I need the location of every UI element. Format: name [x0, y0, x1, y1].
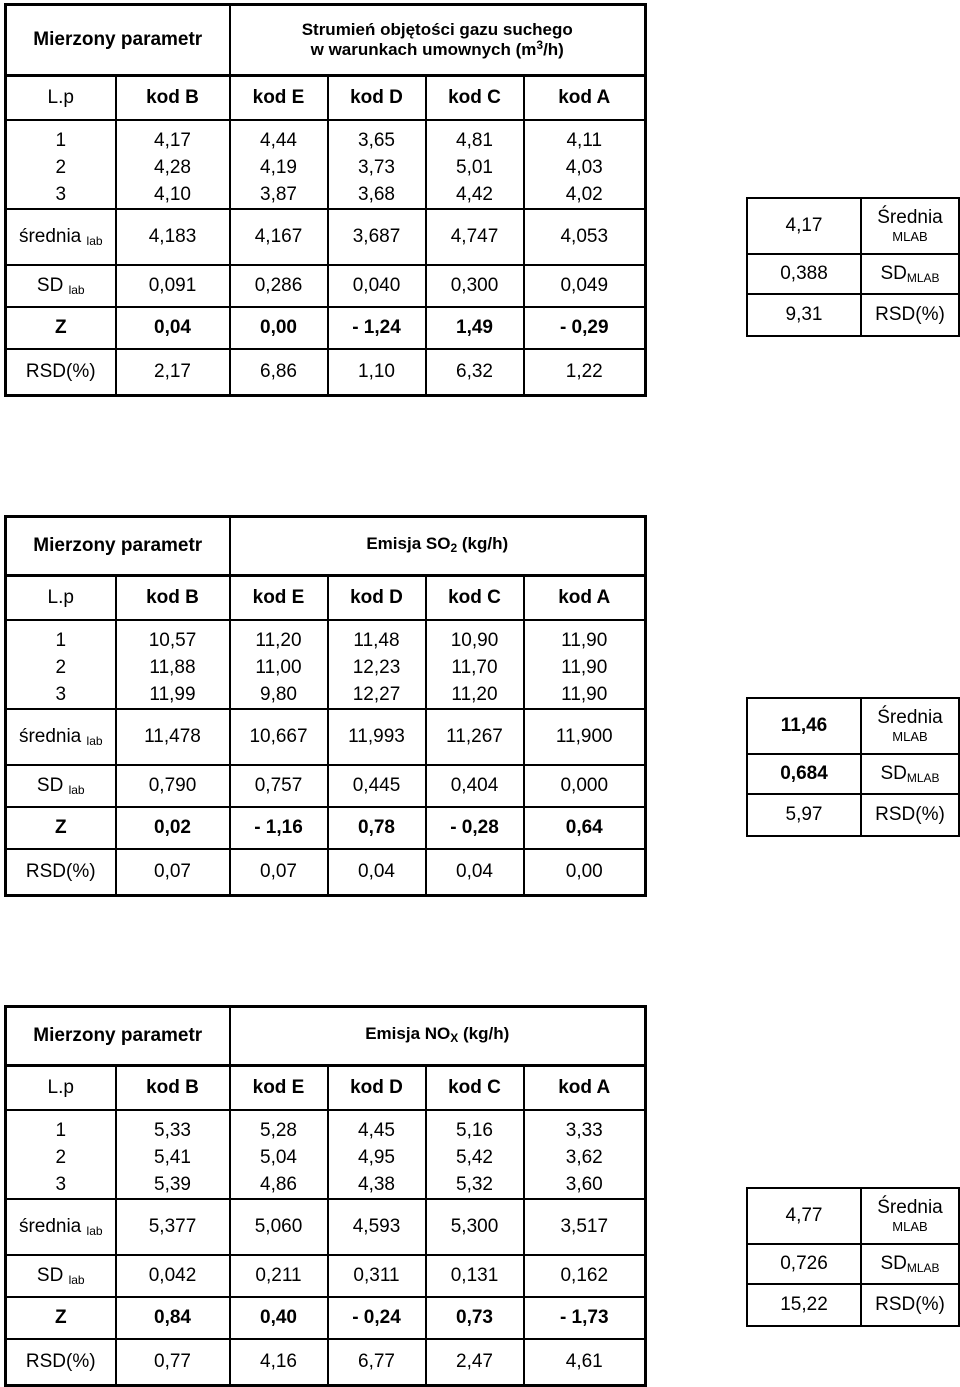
parameter-title: Emisja $NO_X$ (kg/h) [230, 1007, 646, 1066]
value-cell: 4,19 [230, 154, 328, 181]
code-header: kod A [524, 1066, 646, 1111]
table-block-gas-flow [0, 3, 960, 393]
z-cell: - 0,28 [426, 807, 524, 849]
sd-cell: 0,000 [524, 765, 646, 807]
sd-cell: 0,311 [328, 1255, 426, 1297]
summary-mean-label: Średnia MLAB [861, 698, 959, 754]
value-cell: 3,33 [565, 1119, 603, 1141]
value-cell: 4,86 [230, 1171, 328, 1199]
sd-cell: 0,211 [230, 1255, 328, 1297]
summary-table-gas-flow [746, 197, 960, 337]
value-cell: 4,81 [426, 120, 524, 154]
value-cell: 12,27 [328, 681, 426, 709]
value-cell: 3,68 [328, 181, 426, 209]
z-cell: 0,84 [116, 1297, 230, 1339]
value-cell: 3,73 [328, 154, 426, 181]
sd-cell: 0,162 [524, 1255, 646, 1297]
value-cell: 11,90 [561, 683, 608, 705]
sd-label: SD $_{lab}$ [6, 1255, 116, 1297]
rsd-cell: 0,04 [328, 849, 426, 896]
rsd-cell: 0,77 [116, 1339, 230, 1386]
z-cell: 0,02 [116, 807, 230, 849]
sd-label: SD $_{lab}$ [6, 765, 116, 807]
z-cell: - 0,29 [524, 307, 646, 349]
sd-cell: 0,300 [426, 265, 524, 307]
value-cell: 3,87 [230, 181, 328, 209]
sd-cell: 0,790 [116, 765, 230, 807]
z-cell: - 0,24 [328, 1297, 426, 1339]
mean-cell: 4,053 [524, 209, 646, 265]
lp-cell: 1 [6, 1110, 116, 1144]
rsd-label: RSD(%) [6, 1339, 116, 1386]
sd-row [6, 765, 646, 807]
rsd-cell: 0,07 [116, 849, 230, 896]
sd-row [6, 265, 646, 307]
mean-row [6, 1199, 646, 1255]
summary-rsd-label: RSD(%) [861, 794, 959, 836]
rsd-row [6, 1339, 646, 1386]
sd-cell: 0,404 [426, 765, 524, 807]
summary-sd-value: 0,726 [747, 1244, 861, 1284]
z-label: Z [6, 1297, 116, 1339]
code-header: kod D [328, 1066, 426, 1111]
code-header: kod B [116, 76, 230, 121]
mean-cell: 3,687 [328, 209, 426, 265]
z-cell: 0,04 [116, 307, 230, 349]
mean-cell: 11,993 [328, 709, 426, 765]
lp-cell: 3 [6, 681, 116, 709]
summary-sd-label: $SD_{MLAB}$ [861, 254, 959, 294]
code-header: kod C [426, 1066, 524, 1111]
value-cell: 11,48 [328, 620, 426, 654]
mean-cell: 5,300 [426, 1199, 524, 1255]
lp-header: L.p [6, 576, 116, 621]
lp-cell: 1 [6, 620, 116, 654]
value-cell: 5,32 [426, 1171, 524, 1199]
rsd-label: RSD(%) [6, 349, 116, 396]
lp-cell: 1 [6, 120, 116, 154]
table-row [6, 181, 646, 209]
summary-mean-label: Średnia MLAB [861, 1188, 959, 1244]
value-cell: 10,90 [426, 620, 524, 654]
results-table-so2 [4, 515, 647, 897]
value-cell: 4,45 [328, 1110, 426, 1144]
mean-cell: 5,060 [230, 1199, 328, 1255]
summary-mean-value: 11,46 [747, 698, 861, 754]
value-cell: 5,39 [116, 1171, 230, 1199]
sd-cell: 0,757 [230, 765, 328, 807]
z-cell: 0,64 [524, 807, 646, 849]
table-row [6, 154, 646, 181]
table-row [6, 654, 646, 681]
rsd-cell: 0,00 [565, 861, 603, 882]
sd-label: SD $_{lab}$ [6, 265, 116, 307]
value-cell: 5,28 [230, 1110, 328, 1144]
rsd-cell: 2,47 [426, 1339, 524, 1386]
code-header: kod A [524, 576, 646, 621]
table-row [6, 120, 646, 154]
z-row [6, 1297, 646, 1339]
z-label: Z [6, 807, 116, 849]
value-cell: 4,42 [426, 181, 524, 209]
rsd-cell: 4,61 [565, 1351, 603, 1372]
z-cell: 1,49 [426, 307, 524, 349]
value-cell: 4,44 [230, 120, 328, 154]
value-cell: 11,88 [116, 654, 230, 681]
table-block-nox [0, 1005, 960, 1385]
value-cell: 3,60 [565, 1173, 603, 1195]
table-row [6, 1171, 646, 1199]
results-table-nox [4, 1005, 647, 1387]
mean-cell: 4,167 [230, 209, 328, 265]
code-header: kod B [116, 1066, 230, 1111]
code-header: kod E [230, 1066, 328, 1111]
value-cell: 4,02 [565, 183, 603, 205]
mean-cell: 4,593 [328, 1199, 426, 1255]
z-cell: 0,00 [230, 307, 328, 349]
rsd-cell: 0,04 [426, 849, 524, 896]
value-cell: 11,00 [230, 654, 328, 681]
lp-header: L.p [6, 76, 116, 121]
rsd-row [6, 849, 646, 896]
summary-rsd-value: 15,22 [747, 1284, 861, 1326]
value-cell: 12,23 [328, 654, 426, 681]
value-cell: 11,20 [230, 620, 328, 654]
value-cell: 11,90 [561, 656, 608, 678]
value-cell: 4,17 [116, 120, 230, 154]
value-cell: 3,65 [328, 120, 426, 154]
mean-cell: 11,900 [524, 709, 646, 765]
summary-sd-value: 0,388 [747, 254, 861, 294]
value-cell: 10,57 [116, 620, 230, 654]
rsd-cell: 6,86 [230, 349, 328, 396]
lp-cell: 2 [6, 654, 116, 681]
value-cell: 11,70 [426, 654, 524, 681]
code-header: kod E [230, 576, 328, 621]
mean-label: średnia $_{lab}$ [6, 709, 116, 765]
table-row [6, 620, 646, 654]
value-cell: 4,03 [565, 156, 603, 178]
sd-cell: 0,049 [524, 265, 646, 307]
table-block-so2 [0, 515, 960, 887]
code-header: kod A [524, 76, 646, 121]
rsd-row [6, 349, 646, 396]
rsd-cell: 6,77 [328, 1339, 426, 1386]
rsd-label: RSD(%) [6, 849, 116, 896]
parameter-title: Emisja $SO_2$ (kg/h) [230, 517, 646, 576]
z-row [6, 807, 646, 849]
table-row [6, 1144, 646, 1171]
value-cell: 11,99 [116, 681, 230, 709]
value-cell: 5,04 [230, 1144, 328, 1171]
lp-cell: 2 [6, 154, 116, 181]
summary-table-nox [746, 1187, 960, 1327]
summary-sd-value: 0,684 [747, 754, 861, 794]
param-header: Mierzony parametr [6, 5, 230, 76]
sd-cell: 0,091 [116, 265, 230, 307]
value-cell: 4,38 [328, 1171, 426, 1199]
summary-rsd-value: 5,97 [747, 794, 861, 836]
parameter-title: Strumień objętości gazu suchego w warunkach umownych $(m^3/h)$ [230, 5, 646, 76]
z-cell: - 1,16 [230, 807, 328, 849]
mean-cell: 5,377 [116, 1199, 230, 1255]
sd-cell: 0,445 [328, 765, 426, 807]
value-cell: 9,80 [230, 681, 328, 709]
value-cell: 5,01 [426, 154, 524, 181]
mean-label: średnia $_{lab}$ [6, 1199, 116, 1255]
summary-sd-label: $SD_{MLAB}$ [861, 1244, 959, 1284]
param-header: Mierzony parametr [6, 517, 230, 576]
code-header: kod D [328, 76, 426, 121]
code-header: kod E [230, 76, 328, 121]
rsd-cell: 1,10 [328, 349, 426, 396]
rsd-cell: 4,16 [230, 1339, 328, 1386]
results-table-gas-flow [4, 3, 647, 397]
rsd-cell: 6,32 [426, 349, 524, 396]
mean-cell: 3,517 [524, 1199, 646, 1255]
summary-table-so2 [746, 697, 960, 837]
mean-cell: 11,478 [116, 709, 230, 765]
param-header: Mierzony parametr [6, 1007, 230, 1066]
summary-mean-value: 4,77 [747, 1188, 861, 1244]
code-header: kod C [426, 76, 524, 121]
code-header: kod B [116, 576, 230, 621]
value-cell: 4,28 [116, 154, 230, 181]
table-row [6, 681, 646, 709]
summary-sd-label: $SD_{MLAB}$ [861, 754, 959, 794]
rsd-cell: 0,07 [230, 849, 328, 896]
z-label: Z [6, 307, 116, 349]
value-cell: 4,95 [328, 1144, 426, 1171]
code-header: kod D [328, 576, 426, 621]
summary-mean-label: Średnia MLAB [861, 198, 959, 254]
code-header: kod C [426, 576, 524, 621]
value-cell: 3,62 [565, 1146, 603, 1168]
mean-cell: 4,183 [116, 209, 230, 265]
mean-cell: 10,667 [230, 709, 328, 765]
lp-header: L.p [6, 1066, 116, 1111]
value-cell: 4,11 [566, 129, 603, 151]
table-row [6, 1110, 646, 1144]
summary-rsd-value: 9,31 [747, 294, 861, 336]
value-cell: 11,90 [561, 629, 608, 651]
mean-cell: 4,747 [426, 209, 524, 265]
sd-cell: 0,286 [230, 265, 328, 307]
mean-row [6, 209, 646, 265]
value-cell: 4,10 [116, 181, 230, 209]
summary-mean-value: 4,17 [747, 198, 861, 254]
rsd-cell: 1,22 [565, 361, 603, 382]
z-row [6, 307, 646, 349]
lp-cell: 3 [6, 1171, 116, 1199]
value-cell: 5,41 [116, 1144, 230, 1171]
mean-label: średnia $_{lab}$ [6, 209, 116, 265]
value-cell: 11,20 [426, 681, 524, 709]
sd-cell: 0,131 [426, 1255, 524, 1297]
z-cell: 0,78 [328, 807, 426, 849]
z-cell: - 1,24 [328, 307, 426, 349]
mean-cell: 11,267 [426, 709, 524, 765]
z-cell: 0,73 [426, 1297, 524, 1339]
sd-cell: 0,040 [328, 265, 426, 307]
lp-cell: 2 [6, 1144, 116, 1171]
value-cell: 5,42 [426, 1144, 524, 1171]
z-cell: 0,40 [230, 1297, 328, 1339]
sd-cell: 0,042 [116, 1255, 230, 1297]
summary-rsd-label: RSD(%) [861, 1284, 959, 1326]
rsd-cell: 2,17 [116, 349, 230, 396]
value-cell: 5,33 [116, 1110, 230, 1144]
summary-rsd-label: RSD(%) [861, 294, 959, 336]
value-cell: 5,16 [426, 1110, 524, 1144]
sd-row [6, 1255, 646, 1297]
z-cell: - 1,73 [524, 1297, 646, 1339]
lp-cell: 3 [6, 181, 116, 209]
mean-row [6, 709, 646, 765]
